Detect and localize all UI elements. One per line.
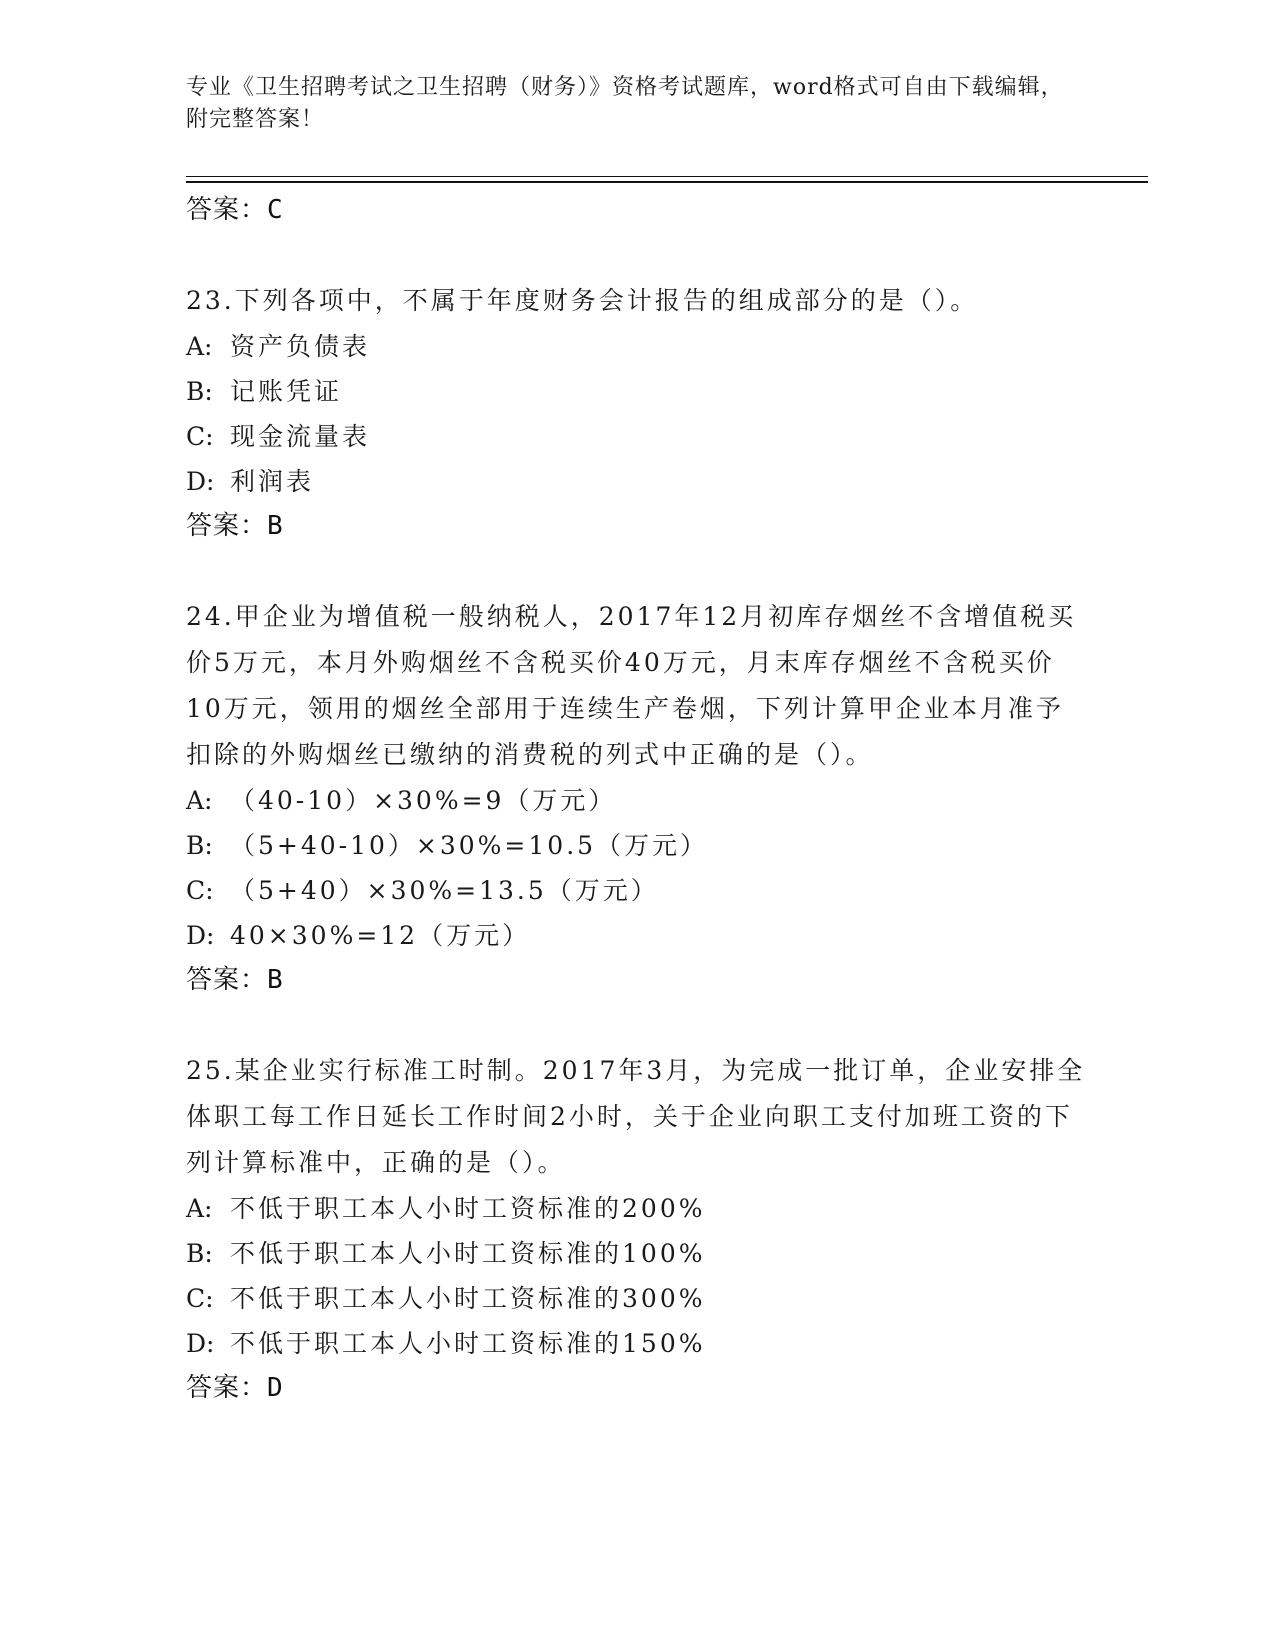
option-b [186, 823, 1086, 868]
answer-line: 答案：D [186, 1373, 284, 1403]
option-key: D: [186, 467, 215, 496]
question-block [186, 1048, 1086, 1408]
option-a [186, 324, 1086, 369]
question-list [186, 190, 1086, 1408]
option-key: A: [186, 786, 213, 815]
option-text: 40×30%=12（万元） [230, 921, 531, 950]
option-b [186, 1231, 1086, 1276]
option-c [186, 1276, 1086, 1321]
question-block [186, 594, 1086, 1000]
option-key: B: [186, 1239, 213, 1268]
question-stem: 25.某企业实行标准工时制。2017年3月，为完成一批订单，企业安排全体职工每工作日延长工作时间2小时，关于企业向职工支付加班工资的下列计算标准中，正确的是（）。 [186, 1056, 1086, 1177]
option-key: B: [186, 377, 213, 406]
option-key: D: [186, 1329, 215, 1358]
option-key: C: [186, 422, 214, 451]
option-text: 不低于职工本人小时工资标准的200% [230, 1194, 706, 1223]
option-text: 现金流量表 [230, 422, 371, 451]
option-text: 不低于职工本人小时工资标准的100% [230, 1239, 706, 1268]
option-text: 不低于职工本人小时工资标准的150% [230, 1329, 706, 1358]
option-c [186, 868, 1086, 913]
option-text: （5+40）×30%=13.5（万元） [230, 876, 659, 905]
option-text: 资产负债表 [230, 332, 371, 361]
option-text: 利润表 [230, 467, 315, 496]
header-divider-thin [186, 176, 1148, 177]
option-text: （5+40-10）×30%=10.5（万元） [230, 831, 709, 860]
option-d [186, 1321, 1086, 1366]
option-text: 记账凭证 [230, 377, 343, 406]
option-text: （40-10）×30%=9（万元） [230, 786, 617, 815]
option-key: A: [186, 332, 213, 361]
option-key: C: [186, 1284, 214, 1313]
option-key: C: [186, 876, 214, 905]
option-text: 不低于职工本人小时工资标准的300% [230, 1284, 706, 1313]
answer-line: 答案：B [186, 965, 284, 995]
answer-line: 答案：B [186, 511, 284, 541]
option-d [186, 459, 1086, 504]
answer-line: 答案：C [186, 195, 284, 225]
header-divider-thick [186, 181, 1148, 183]
option-d [186, 913, 1086, 958]
option-key: D: [186, 921, 215, 950]
option-a [186, 1186, 1086, 1231]
question-stem: 24.甲企业为增值税一般纳税人，2017年12月初库存烟丝不含增值税买价5万元，本月外购烟丝不含税买价40万元，月末库存烟丝不含税买价10万元，领用的烟丝全部用于连续生产卷烟，下列计算甲企业本月准予扣除的外购烟丝已缴纳的消费税的列式中正确的是（）。 [186, 602, 1077, 769]
document-header: 专业《卫生招聘考试之卫生招聘（财务）》资格考试题库，word格式可自由下载编辑，附完整答案！ [186, 75, 1064, 132]
option-a [186, 778, 1086, 823]
question-block [186, 278, 1086, 546]
option-b [186, 369, 1086, 414]
option-c [186, 414, 1086, 459]
option-key: A: [186, 1194, 213, 1223]
option-key: B: [186, 831, 213, 860]
question-stem: 23.下列各项中，不属于年度财务会计报告的组成部分的是（）。 [186, 286, 979, 315]
